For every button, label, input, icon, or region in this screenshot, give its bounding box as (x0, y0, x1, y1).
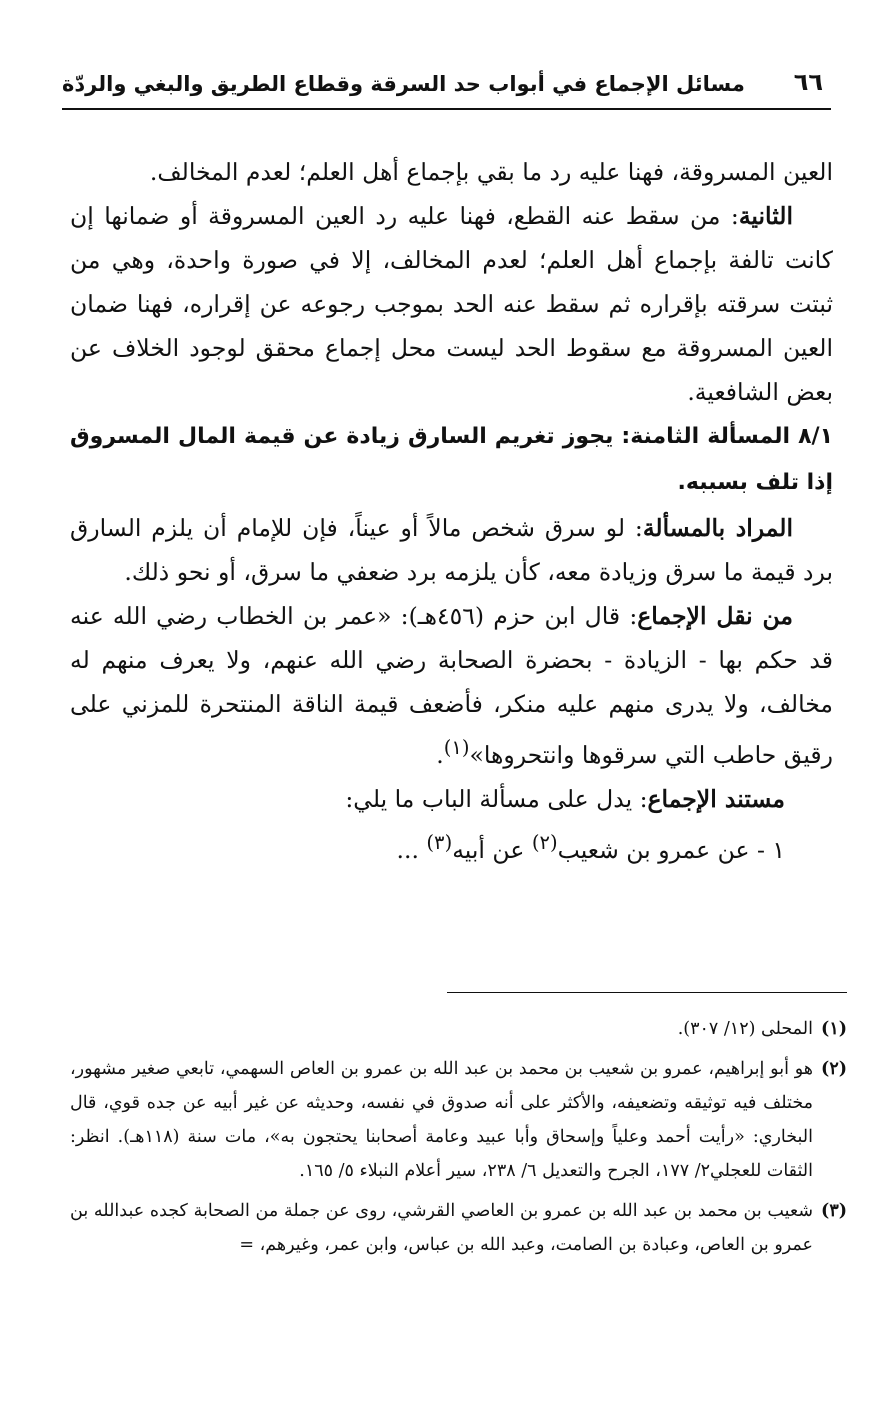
paragraph-5-text: : يدل على مسألة الباب ما يلي: (345, 784, 648, 813)
paragraph-3-lead: المراد بالمسألة (642, 514, 793, 542)
footnote-1 (70, 1012, 847, 1046)
paragraph-5-lead: مستند الإجماع (647, 784, 785, 813)
paragraph-4 (70, 594, 833, 777)
footnote-number: (٢) (821, 1059, 847, 1079)
paragraph-4-lead: من نقل الإجماع (637, 602, 794, 630)
footnote-text: المحلى (١٢/ ٣٠٧). (677, 1019, 813, 1039)
paragraph-5 (70, 777, 833, 821)
footnote-ref-3: (٣) (426, 830, 453, 854)
footnote-text: هو أبو إبراهيم، عمرو بن شعيب بن محمد بن عبد الله بن عمرو بن العاص السهمي، تابعي صغير مشهور، مختلف فيه توثيقه وتضعيفه، والأكثر على أنه صدوق في نفسه، وحديثه عن غير أبيه عن جده قوي، قال البخاري: «رأيت أحمد وعلياً وإسحاق وأبا عبيد وعامة أصحابنا يحتجون به»، مات سنة (١١٨هـ). انظر: الثقات للعجلي٢/ ١٧٧، الجرح والتعديل ٦/ ٢٣٨، سير أعلام النبلاء ٥/ ١٦٥. (70, 1059, 813, 1181)
paragraph-6 (70, 821, 833, 872)
footnote-text: شعيب بن محمد بن عبد الله بن عمرو بن العاصي القرشي، روى عن جملة من الصحابة كجده عبدالله بن عمرو بن العاص، وعبادة بن الصامت، وعبد الله بن عباس، وابن عمر، وغيرهم، = (70, 1201, 813, 1255)
paragraph-4-end: . (436, 740, 444, 769)
footnote-number: (٣) (821, 1201, 847, 1221)
issue-heading: ٨/١ المسألة الثامنة: يجوز تغريم السارق زيادة عن قيمة المال المسروق إذا تلف بسببه. (70, 424, 833, 495)
footnotes (70, 1012, 847, 1268)
paragraph-6-mid: عن أبيه (452, 835, 532, 864)
footnote-2 (70, 1052, 847, 1188)
paragraph-2-lead: الثانية (738, 202, 793, 230)
paragraph-6-end: ... (396, 835, 427, 864)
paragraph-2-text: : من سقط عنه القطع، فهنا عليه رد العين المسروقة أو ضمانها إن كانت تالفة بإجماع أهل العلم؛ لعدم المخالف، إلا في صورة واحدة، وهي من ثبتت سرقته بإقراره ثم سقط عنه الحد بموجب رجوعه عن إقراره، فهنا ضمان العين المسروقة مع سقوط الحد ليست محل إجماع محقق لوجود الخلاف عن بعض الشافعية. (70, 202, 833, 406)
paragraph-2 (70, 194, 833, 414)
footnote-number: (١) (821, 1019, 847, 1039)
footnote-3 (70, 1194, 847, 1262)
paragraph-1-text: العين المسروقة، فهنا عليه رد ما بقي بإجماع أهل العلم؛ لعدم المخالف. (149, 158, 833, 186)
paragraph-1 (70, 150, 833, 194)
footnote-separator (447, 992, 847, 993)
paragraph-6-start: ١ - عن عمرو بن شعيب (557, 835, 785, 864)
paragraph-3 (70, 506, 833, 594)
main-text (70, 150, 833, 872)
running-title: مسائل الإجماع في أبواب حد السرقة وقطاع الطريق والبغي والردّة (62, 72, 745, 96)
footnote-ref-1: (١) (443, 736, 470, 759)
page-number: ٦٦ (793, 68, 823, 96)
page-header (62, 68, 831, 110)
footnote-ref-2: (٢) (531, 830, 558, 854)
paragraph-4-text: : قال ابن حزم (٤٥٦هـ): «عمر بن الخطاب رضي الله عنه قد حكم بها - الزيادة - بحضرة الصحابة رضي الله عنهم، ولا يعرف منهم له مخالف، ولا يدرى منهم عليه منكر، فأضعف قيمة الناقة المنتحرة للمزني على رقيق حاطب التي سرقوها وانتحروها» (70, 602, 833, 769)
paragraph-3-text: : لو سرق شخص مالاً أو عيناً، فإن للإمام أن يلزم السارق برد قيمة ما سرق وزيادة معه، كأن يلزمه برد ضعفي ما سرق، أو نحو ذلك. (70, 514, 833, 586)
